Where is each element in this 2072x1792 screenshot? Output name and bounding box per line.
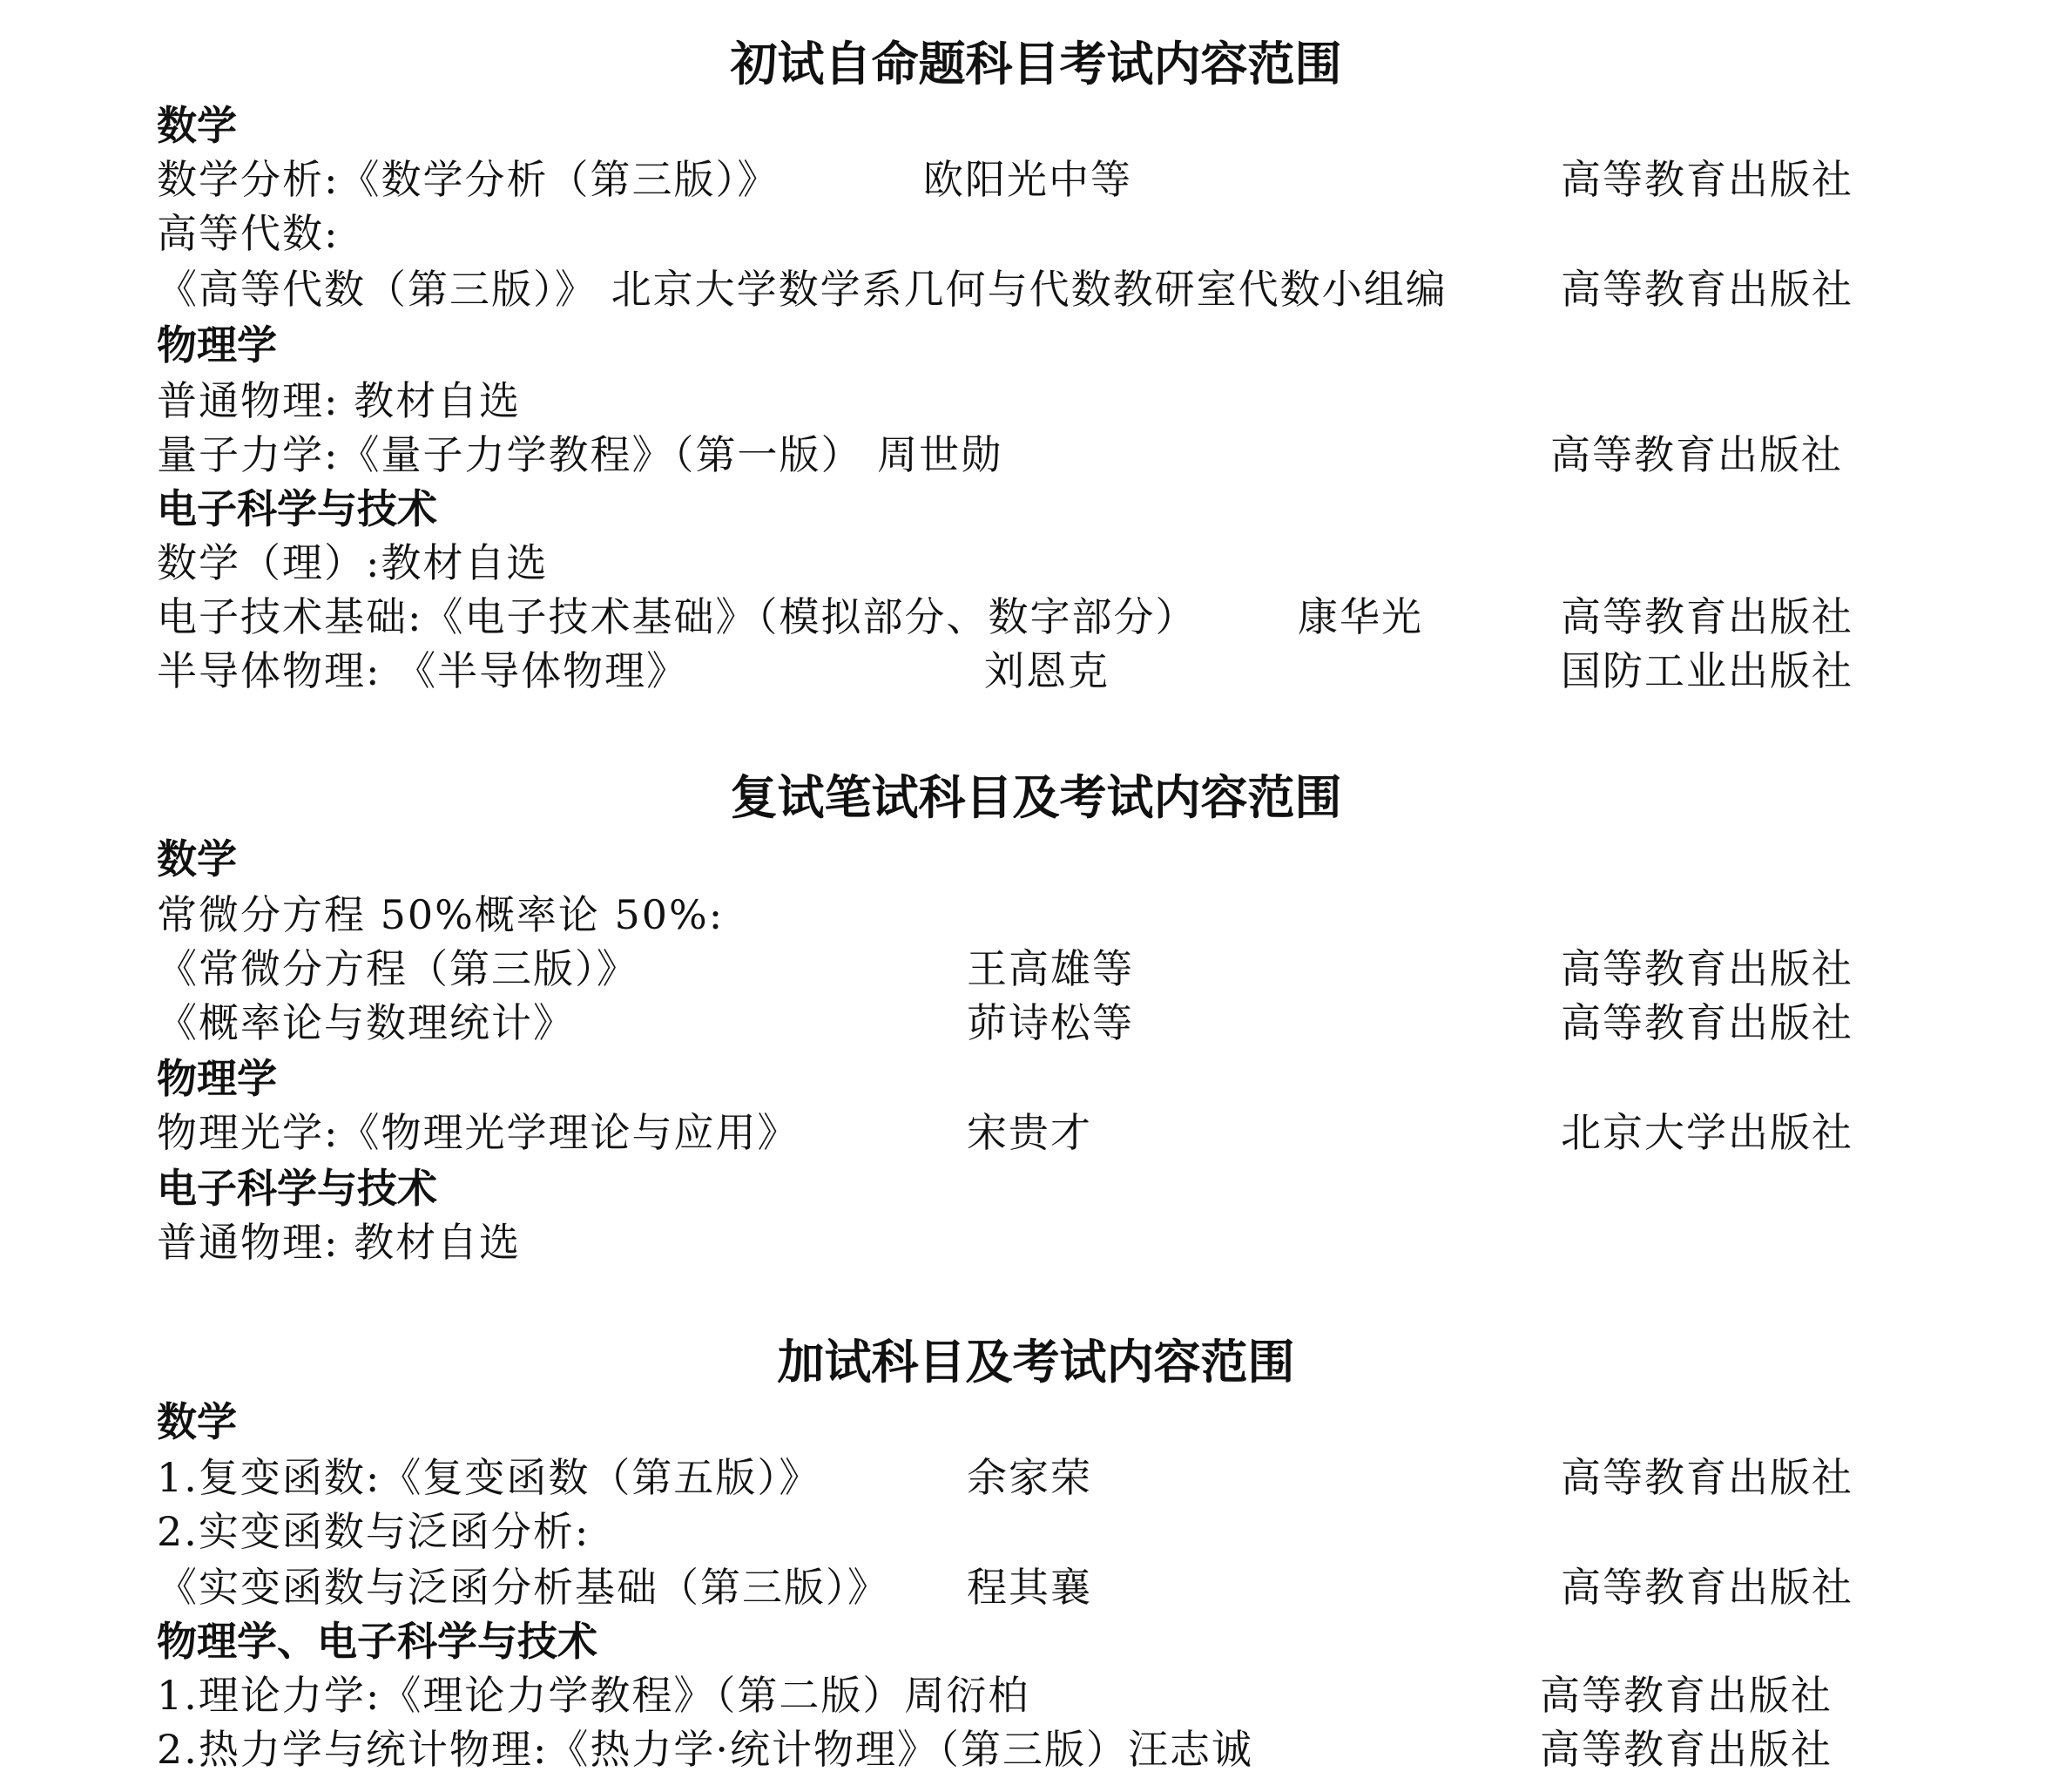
- book-entry-text: 数学分析:《数学分析（第三版）》: [157, 156, 780, 203]
- book-author: 余家荣: [967, 1454, 1092, 1501]
- book-entry-text: 数学（理）:教材自选: [157, 539, 549, 586]
- book-entry-text: 1.复变函数:《复变函数（第五版）》: [157, 1454, 821, 1501]
- book-author: 王高雄等: [967, 945, 1134, 992]
- book-entry-text: 普通物理: 教材自选: [157, 377, 522, 424]
- subject-heading-physics: 物理学: [157, 321, 277, 369]
- book-entry-text: 量子力学:《量子力学教程》（第一版） 周世勋: [157, 431, 1003, 478]
- book-publisher: 高等教育出版社: [1550, 431, 1843, 478]
- book-author: 程其襄: [967, 1564, 1092, 1611]
- book-entry-text: 高等代数:: [157, 210, 340, 257]
- section-title-extra-exam: 加试科目及考试内容范围: [777, 1335, 1295, 1390]
- subject-heading-math: 数学: [157, 1398, 237, 1445]
- book-entry-text: 电子技术基础:《电子技术基础》（模拟部分、数字部分）: [157, 593, 1198, 640]
- book-publisher: 高等教育出版社: [1561, 999, 1853, 1046]
- subject-heading-electronics: 电子科学与技术: [157, 485, 437, 532]
- subject-heading-physics-electronics: 物理学、电子科学与技术: [157, 1618, 597, 1665]
- book-entry-text: 《实变函数与泛函分析基础（第三版）》: [157, 1564, 889, 1611]
- book-entry-text: 2.热力学与统计物理:《热力学·统计物理》（第三版）汪志诚: [157, 1726, 1254, 1773]
- book-entry-text: 2.实变函数与泛函分析:: [157, 1508, 591, 1555]
- book-author: 宋贵才: [967, 1109, 1092, 1156]
- book-publisher: 国防工业出版社: [1561, 647, 1853, 694]
- book-publisher: 北京大学出版社: [1561, 1109, 1853, 1156]
- book-publisher: 高等教育出版社: [1561, 1454, 1853, 1501]
- book-publisher: 高等教育出版社: [1561, 1564, 1853, 1611]
- book-author: 刘恩克: [984, 647, 1110, 694]
- book-publisher: 高等教育出版社: [1561, 593, 1853, 640]
- book-entry-text: 物理光学:《物理光学理论与应用》: [157, 1109, 800, 1156]
- subject-heading-math: 数学: [157, 835, 237, 882]
- book-entry-text: 《概率论与数理统计》: [157, 999, 575, 1046]
- book-entry-text: 半导体物理: 《半导体物理》: [157, 647, 689, 694]
- section-title-initial-exam: 初试自命题科目考试内容范围: [730, 37, 1342, 91]
- subject-heading-math: 数学: [157, 102, 237, 149]
- book-author: 茆诗松等: [967, 999, 1134, 1046]
- book-publisher: 高等教育出版社: [1561, 266, 1853, 313]
- book-entry-text: 《高等代数（第三版）》 北京大学数学系几何与代数教研室代数小组编: [157, 266, 1448, 313]
- book-entry-text: 1.理论力学:《理论力学教程》（第二版）周衍柏: [157, 1672, 1030, 1719]
- book-author: 欧阳光中等: [923, 156, 1132, 203]
- book-entry-text: 普通物理: 教材自选: [157, 1219, 522, 1266]
- book-publisher: 高等教育出版社: [1540, 1726, 1832, 1773]
- subject-heading-physics: 物理学: [157, 1055, 277, 1102]
- book-publisher: 高等教育出版社: [1561, 156, 1853, 203]
- subject-heading-electronics: 电子科学与技术: [157, 1165, 437, 1212]
- book-publisher: 高等教育出版社: [1561, 945, 1853, 992]
- book-entry-text: 常微分方程 50%概率论 50%:: [157, 891, 725, 938]
- book-publisher: 高等教育出版社: [1540, 1672, 1832, 1719]
- book-entry-text: 《常微分方程（第三版）》: [157, 945, 638, 992]
- section-title-retest-written: 复试笔试科目及考试内容范围: [730, 770, 1342, 825]
- book-author: 康华光: [1298, 593, 1423, 640]
